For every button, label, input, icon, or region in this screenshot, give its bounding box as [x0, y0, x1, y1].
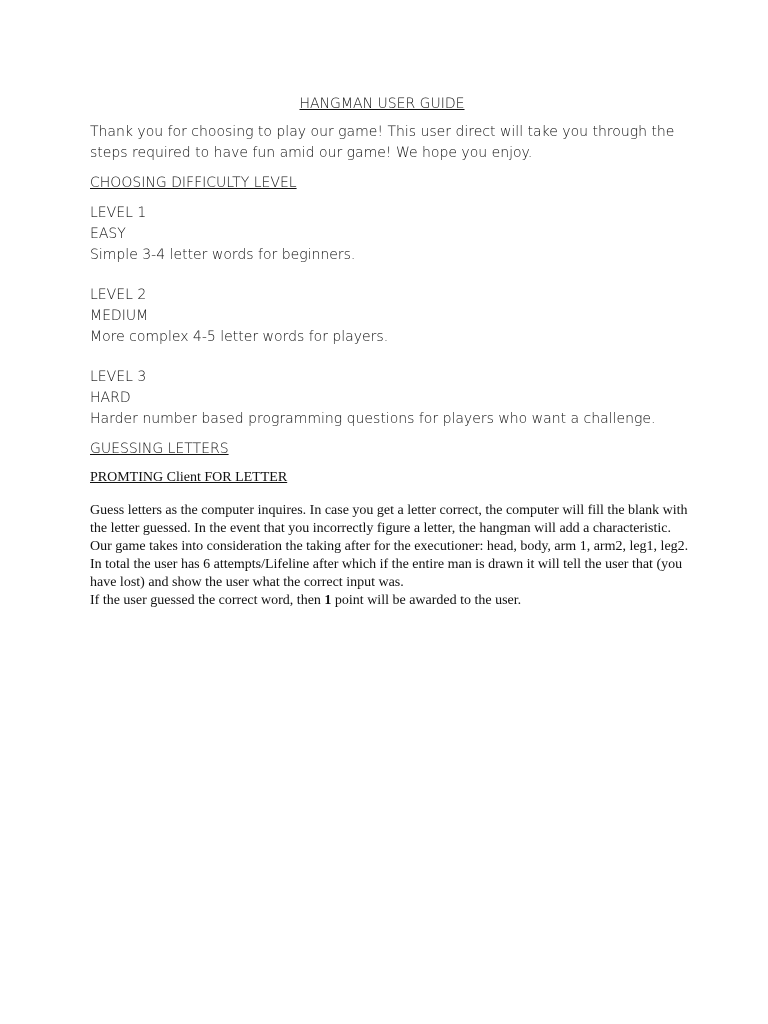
level-3-difficulty: HARD	[90, 390, 131, 406]
points-suffix: point will be awarded to the user.	[331, 593, 522, 608]
level-1-description: Simple 3-4 letter words for beginners.	[90, 247, 356, 263]
level-3-block	[90, 367, 690, 430]
level-3-description: Harder number based programming questions for players who want a challenge.	[90, 411, 656, 427]
level-1-difficulty: EASY	[90, 226, 126, 242]
level-1-block	[90, 203, 690, 266]
document-page	[90, 94, 690, 610]
level-1-name: LEVEL 1	[90, 205, 147, 221]
guess-paragraph: Guess letters as the computer inquires. In case you get a letter correct, the computer will fill the blank with the letter guessed. In the event that you incorrectly figure a letter, the hangman will add a characteristic. Our game takes into consideration the taking after for the executioner: head, body, arm 1, arm2, leg1, leg2. In total the user has 6 attempts/Lifeline after which if the entire man is drawn it will tell the user that (you have lost) and show the user what the correct input was.	[90, 503, 689, 590]
level-2-block	[90, 285, 690, 348]
level-3-name: LEVEL 3	[90, 369, 147, 385]
prompting-heading: PROMTING Client FOR LETTER	[90, 470, 288, 485]
points-prefix: If the user guessed the correct word, then	[90, 593, 325, 608]
level-2-difficulty: MEDIUM	[90, 308, 149, 324]
difficulty-heading: CHOOSING DIFFICULTY LEVEL	[90, 175, 297, 191]
level-2-description: More complex 4-5 letter words for players.	[90, 329, 389, 345]
intro-paragraph: Thank you for choosing to play our game! This user direct will take you through the steps required to have fun amid our game! We hope you enjoy.	[90, 124, 675, 161]
guessing-heading: GUESSING LETTERS	[90, 441, 229, 457]
level-2-name: LEVEL 2	[90, 287, 147, 303]
points-paragraph	[90, 592, 690, 610]
points-value: 1	[324, 593, 332, 608]
document-title: HANGMAN USER GUIDE	[299, 96, 465, 112]
